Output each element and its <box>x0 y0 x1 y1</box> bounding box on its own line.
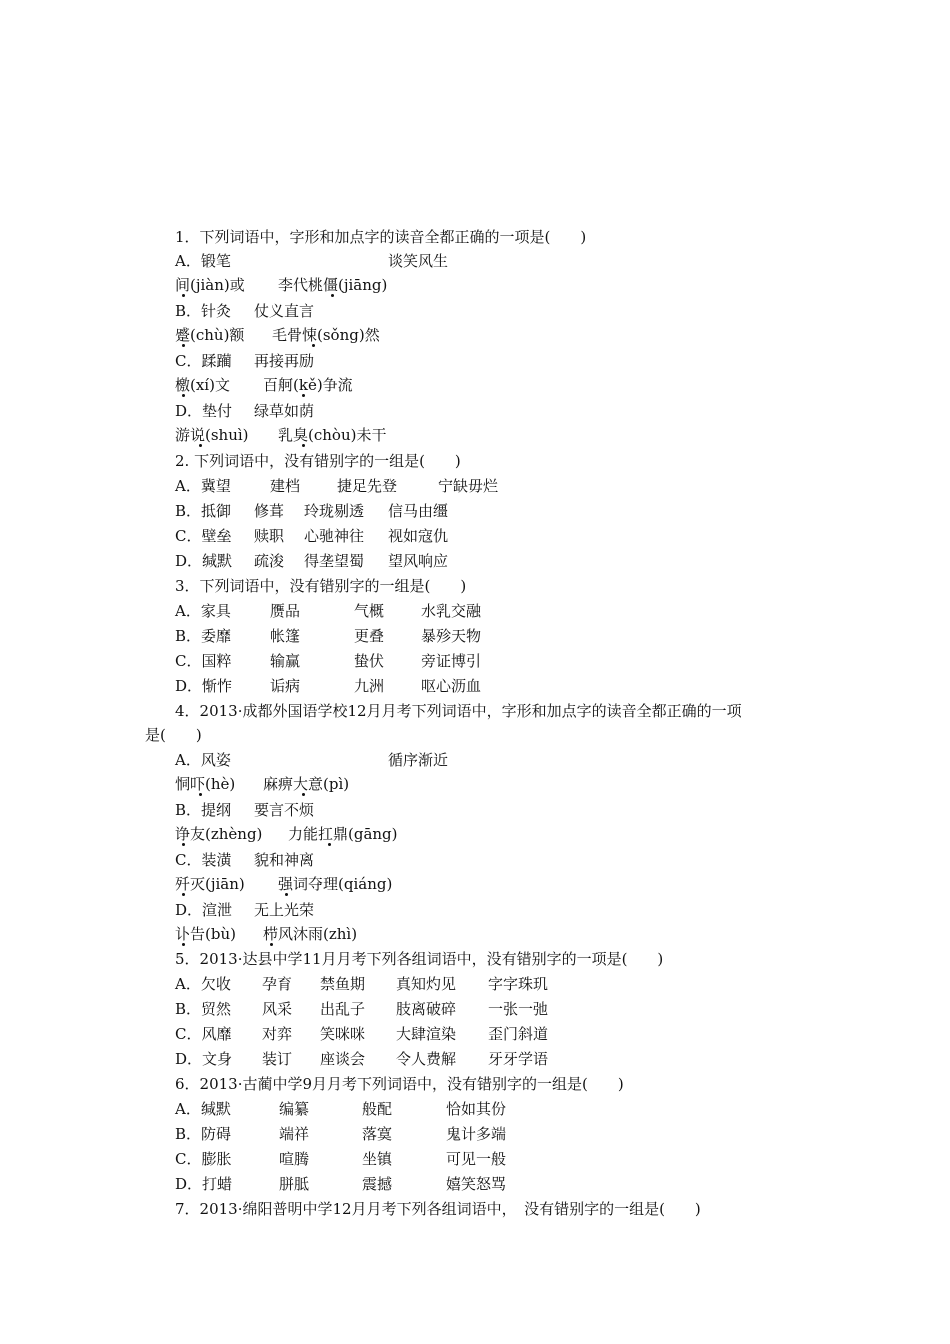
question-5-option-a <box>0 972 950 996</box>
option-word: 谈笑风生 <box>388 252 449 270</box>
option-word: 要言不烦 <box>254 801 315 819</box>
option-label: D．垫付 <box>175 402 233 420</box>
option-word: 仗义直言 <box>254 302 315 320</box>
stem-text: 4．2013·成都外国语学校12月月考下列词语中，字形和加点字的读音全都正确的一项 <box>175 702 742 720</box>
option-word: 歪门斜道 <box>488 1025 549 1043</box>
option-word: 孕育 <box>262 975 293 993</box>
option-word: 修葺 <box>254 502 285 520</box>
question-3-option-a <box>0 599 950 623</box>
pinyin-item: 强词夺理(qiáng) <box>278 875 393 893</box>
question-2-stem <box>0 449 950 473</box>
option-word: 气概 <box>354 602 385 620</box>
emphasis-dot <box>270 943 273 946</box>
stem-text: 1．下列词语中，字形和加点字的读音全都正确的一项是( ) <box>175 228 587 246</box>
emphasis-dot <box>182 843 185 846</box>
option-label: B．针灸 <box>175 302 232 320</box>
option-label: C．装潢 <box>175 851 232 869</box>
question-4-option-c-pinyin <box>0 872 950 896</box>
question-7-stem <box>0 1197 950 1221</box>
option-label: D．打蜡 <box>175 1175 233 1193</box>
question-2-option-c <box>0 524 950 548</box>
option-word: 大肆渲染 <box>396 1025 457 1043</box>
question-4-option-b <box>0 798 950 822</box>
question-3-stem <box>0 574 950 598</box>
pinyin-item: 恫吓(hè) <box>175 775 236 793</box>
stem-text: 2. 下列词语中，没有错别字的一组是( ) <box>175 452 461 470</box>
option-word: 座谈会 <box>320 1050 366 1068</box>
pinyin-item: 诤友(zhèng) <box>175 825 263 843</box>
option-label: D．缄默 <box>175 552 233 570</box>
emphasis-dot <box>302 394 305 397</box>
pinyin-item: 歼灭(jiān) <box>175 875 245 893</box>
option-label: A．缄默 <box>175 1100 231 1118</box>
emphasis-dot <box>312 344 315 347</box>
stem-text: 3．下列词语中，没有错别字的一组是( ) <box>175 577 467 595</box>
question-5-option-d <box>0 1047 950 1071</box>
question-6-option-c <box>0 1147 950 1171</box>
question-4-stem-continued <box>0 723 950 747</box>
question-5-stem <box>0 947 950 971</box>
option-label: A．风姿 <box>175 751 231 769</box>
emphasis-dot <box>199 793 202 796</box>
option-label: C．风靡 <box>175 1025 232 1043</box>
pinyin-item: 力能扛鼎(gāng) <box>288 825 398 843</box>
option-word: 捷足先登 <box>337 477 398 495</box>
question-4-option-d-pinyin <box>0 922 950 946</box>
question-6-stem <box>0 1072 950 1096</box>
option-word: 牙牙学语 <box>488 1050 549 1068</box>
question-3-option-d <box>0 674 950 698</box>
question-1-option-c-pinyin <box>0 373 950 397</box>
question-6-option-b <box>0 1122 950 1146</box>
option-word: 令人费解 <box>396 1050 457 1068</box>
option-label: A．冀望 <box>175 477 231 495</box>
option-word: 诟病 <box>270 677 301 695</box>
option-word: 暴殄天物 <box>421 627 482 645</box>
emphasis-dot <box>182 394 185 397</box>
option-word: 信马由缰 <box>388 502 449 520</box>
question-4-stem <box>0 699 950 723</box>
option-word: 水乳交融 <box>421 602 482 620</box>
emphasis-dot <box>328 843 331 846</box>
option-word: 望风响应 <box>388 552 449 570</box>
option-word: 更叠 <box>354 627 385 645</box>
question-4-option-b-pinyin <box>0 822 950 846</box>
option-word: 输赢 <box>270 652 301 670</box>
emphasis-dot <box>199 444 202 447</box>
option-label: C．壁垒 <box>175 527 232 545</box>
option-word: 落寞 <box>362 1125 393 1143</box>
option-label: B．抵御 <box>175 502 232 520</box>
question-4-option-c <box>0 848 950 872</box>
option-label: A．家具 <box>175 602 231 620</box>
option-word: 坐镇 <box>362 1150 393 1168</box>
question-2-option-a <box>0 474 950 498</box>
option-word: 循序渐近 <box>388 751 449 769</box>
option-word: 鬼计多端 <box>446 1125 507 1143</box>
emphasis-dot <box>182 943 185 946</box>
option-label: D．文身 <box>175 1050 233 1068</box>
option-word: 蛰伏 <box>354 652 385 670</box>
question-5-option-c <box>0 1022 950 1046</box>
stem-text: 是( ) <box>145 726 202 744</box>
emphasis-dot <box>182 344 185 347</box>
option-label: C．膨胀 <box>175 1150 232 1168</box>
question-4-option-a <box>0 748 950 772</box>
option-word: 绿草如荫 <box>254 402 315 420</box>
question-3-option-c <box>0 649 950 673</box>
option-word: 无上光荣 <box>254 901 315 919</box>
pinyin-item: 讣告(bù) <box>175 925 236 943</box>
emphasis-dot <box>182 294 185 297</box>
question-2-option-b <box>0 499 950 523</box>
option-word: 禁鱼期 <box>320 975 366 993</box>
option-word: 九洲 <box>354 677 385 695</box>
question-1-option-d <box>0 399 950 423</box>
question-6-option-d <box>0 1172 950 1196</box>
option-word: 视如寇仇 <box>388 527 449 545</box>
option-label: D．渲泄 <box>175 901 233 919</box>
option-word: 胼胝 <box>279 1175 310 1193</box>
pinyin-item: 百舸(kě)争流 <box>263 376 353 394</box>
option-label: B．委靡 <box>175 627 232 645</box>
pinyin-item: 毛骨悚(sǒng)然 <box>272 326 380 344</box>
question-4-option-a-pinyin <box>0 772 950 796</box>
option-word: 笑咪咪 <box>320 1025 366 1043</box>
option-label: B．防碍 <box>175 1125 232 1143</box>
option-word: 旁证博引 <box>421 652 482 670</box>
option-word: 再接再励 <box>254 352 315 370</box>
question-3-option-b <box>0 624 950 648</box>
question-1-option-b-pinyin <box>0 323 950 347</box>
question-1-option-b <box>0 299 950 323</box>
option-word: 得垄望蜀 <box>304 552 365 570</box>
option-word: 呕心沥血 <box>421 677 482 695</box>
option-word: 端祥 <box>279 1125 310 1143</box>
option-word: 心驰神往 <box>304 527 365 545</box>
option-label: A．锻笔 <box>175 252 231 270</box>
pinyin-item: 栉风沐雨(zhì) <box>263 925 358 943</box>
option-word: 貌和神离 <box>254 851 315 869</box>
emphasis-dot <box>302 444 305 447</box>
option-label: C．国粹 <box>175 652 232 670</box>
option-word: 帐篷 <box>270 627 301 645</box>
option-label: C．蹂躏 <box>175 352 232 370</box>
option-word: 风采 <box>262 1000 293 1018</box>
option-word: 出乱子 <box>320 1000 366 1018</box>
stem-text: 7．2013·绵阳普明中学12月月考下列各组词语中， 没有错别字的一组是( ) <box>175 1200 701 1218</box>
pinyin-item: 麻痹大意(pì) <box>263 775 350 793</box>
pinyin-item: 间(jiàn)或 <box>175 276 245 294</box>
pinyin-item: 蹙(chù)额 <box>175 326 245 344</box>
option-word: 一张一弛 <box>488 1000 549 1018</box>
option-word: 疏浚 <box>254 552 285 570</box>
option-label: B．贸然 <box>175 1000 232 1018</box>
option-label: D．惭怍 <box>175 677 233 695</box>
question-5-option-b <box>0 997 950 1021</box>
emphasis-dot <box>331 294 334 297</box>
option-word: 般配 <box>362 1100 393 1118</box>
emphasis-dot <box>182 893 185 896</box>
option-word: 肢离破碎 <box>396 1000 457 1018</box>
option-word: 玲珑剔透 <box>304 502 365 520</box>
emphasis-dot <box>302 793 305 796</box>
option-word: 震撼 <box>362 1175 393 1193</box>
option-label: B．提纲 <box>175 801 232 819</box>
pinyin-item: 游说(shuì) <box>175 426 249 444</box>
question-2-option-d <box>0 549 950 573</box>
option-word: 赎职 <box>254 527 285 545</box>
option-word: 编纂 <box>279 1100 310 1118</box>
pinyin-item: 乳臭(chòu)未干 <box>278 426 387 444</box>
option-word: 建档 <box>270 477 301 495</box>
option-word: 字字珠玑 <box>488 975 549 993</box>
option-word: 赝品 <box>270 602 301 620</box>
option-word: 宁缺毋烂 <box>438 477 499 495</box>
emphasis-dot <box>285 893 288 896</box>
question-1-option-a-pinyin <box>0 273 950 297</box>
option-word: 嬉笑怒骂 <box>446 1175 507 1193</box>
option-word: 真知灼见 <box>396 975 457 993</box>
option-word: 对弈 <box>262 1025 293 1043</box>
pinyin-item: 檄(xí)文 <box>175 376 230 394</box>
question-6-option-a <box>0 1097 950 1121</box>
question-1-option-c <box>0 349 950 373</box>
question-4-option-d <box>0 898 950 922</box>
question-1-stem <box>0 225 950 249</box>
stem-text: 5．2013·达县中学11月月考下列各组词语中，没有错别字的一项是( ) <box>175 950 664 968</box>
option-label: A．欠收 <box>175 975 231 993</box>
question-1-option-a <box>0 249 950 273</box>
option-word: 可见一般 <box>446 1150 507 1168</box>
option-word: 喧腾 <box>279 1150 310 1168</box>
pinyin-item: 李代桃僵(jiāng) <box>278 276 388 294</box>
option-word: 装订 <box>262 1050 293 1068</box>
question-1-option-d-pinyin <box>0 423 950 447</box>
stem-text: 6．2013·古蔺中学9月月考下列词语中，没有错别字的一组是( ) <box>175 1075 624 1093</box>
option-word: 恰如其份 <box>446 1100 507 1118</box>
